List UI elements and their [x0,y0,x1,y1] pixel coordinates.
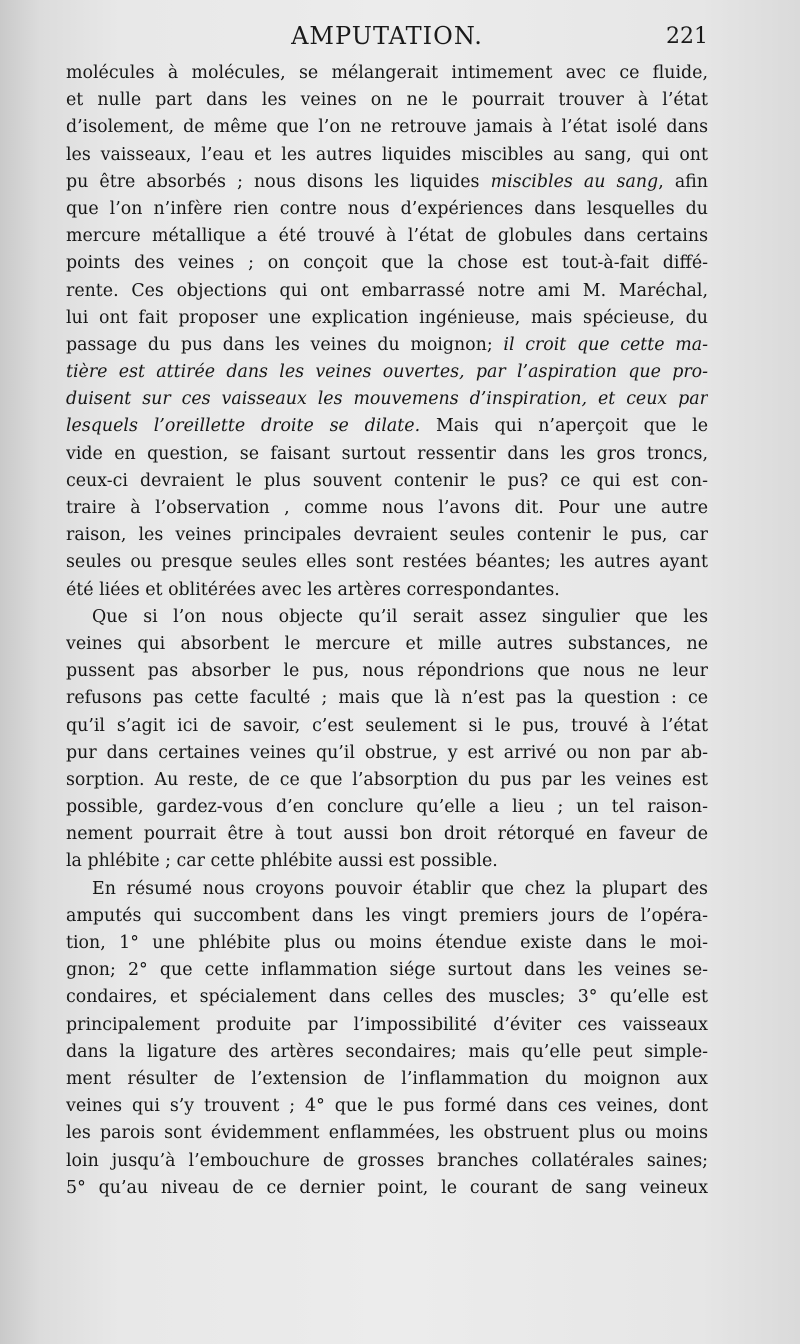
text-line: nement pourrait être à tout aussi bon droit rétorqué en faveur de [66,824,708,845]
text-line: amputés qui succombent dans les vingt premiers jours de l’opéra- [66,905,708,926]
text-line: vide en question, se faisant surtout ressentir dans les gros troncs, [66,443,708,464]
text-line: et nulle part dans les veines on ne le pourrait trouver à l’état [66,90,708,111]
text-line: pur dans certaines veines qu’il obstrue, y est arrivé ou non par ab- [66,742,708,763]
italic-phrase: lesquels l’oreillette droite se dilate. [66,416,421,437]
text-line [66,359,708,386]
text-segment: Mais qui n’aperçoit que le [435,416,708,437]
text-segment: , afin [658,171,708,192]
text-line: que l’on n’infère rien contre nous d’expériences dans lesquelles du [66,198,708,219]
page-bottom-margin [0,1230,800,1344]
text-line: Que si l’on nous objecte qu’il serait assez singulier que les [92,606,708,627]
text-line: ment résulter de l’extension de l’inflammation du moignon aux [66,1068,708,1089]
text-line: sorption. Au reste, de ce que l’absorption du pus par les veines est [66,769,708,790]
text-line [66,413,708,440]
text-line: ceux-ci devraient le plus souvent contenir le pus? ce qui est con- [66,470,708,491]
text-line: les parois sont évidemment enflammées, les obstruent plus ou moins [66,1123,708,1144]
text-line: les vaisseaux, l’eau et les autres liquides miscibles au sang, qui ont [66,144,708,165]
text-line: tion, 1° une phlébite plus ou moins étendue existe dans le moi- [66,933,708,953]
text-line: loin jusqu’à l’embouchure de grosses branches collatérales saines; [66,1150,708,1171]
text-line: pussent pas absorber le pus, nous répondrions que nous ne leur [66,661,708,682]
text-line: mercure métallique a été trouvé à l’état de globules dans certains [66,226,708,247]
text-line: 5° qu’au niveau de ce dernier point, le courant de sang veineux [66,1177,708,1198]
text-line: seules ou presque seules elles sont restées béantes; les autres ayant [66,552,708,573]
text-line: d’isolement, de même que l’on ne retrouve jamais à l’état isolé dans [66,117,708,138]
text-line: rente. Ces objections qui ont embarrassé notre ami M. Maréchal, [66,280,708,301]
text-line: la phlébite ; car cette phlébite aussi est possible. [66,851,498,872]
italic-phrase: il croit que cette ma- [503,334,708,355]
running-head: AMPUTATION. [291,22,483,50]
page-header [66,22,708,58]
text-line: gnon; 2° que cette inflammation siége surtout dans les veines se- [66,960,708,981]
text-line [66,332,708,359]
text-line: dans la ligature des artères secondaires; mais qu’elle peut simple- [66,1041,708,1062]
italic-phrase: duisent sur ces vaisseaux les mouvemens d’inspiration, et ceux par [66,389,708,410]
text-line: molécules à molécules, se mélangerait intimement avec ce fluide, [66,63,708,83]
body-text [66,60,708,1202]
text-line [66,169,708,196]
text-segment: passage du pus dans les veines du moignon; [66,334,493,355]
text-line: traire à l’observation , comme nous l’avons dit. Pour une autre [66,498,708,518]
text-line: raison, les veines principales devraient seules contenir le pus, car [66,525,708,546]
italic-phrase: tière est attirée dans les veines ouvertes, par l’aspiration que pro- [66,362,708,383]
text-line: veines qui absorbent le mercure et mille autres substances, ne [66,633,708,654]
text-line: condaires, et spécialement dans celles des muscles; 3° qu’elle est [66,987,708,1008]
text-line: veines qui s’y trouvent ; 4° que le pus formé dans ces veines, dont [66,1096,708,1117]
text-line: refusons pas cette faculté ; mais que là n’est pas la question : ce [66,688,708,709]
text-line: En résumé nous croyons pouvoir établir que chez la plupart des [92,878,708,899]
text-line: lui ont fait proposer une explication ingénieuse, mais spécieuse, du [66,307,708,328]
text-line: possible, gardez-vous d’en conclure qu’elle a lieu ; un tel raison- [66,797,708,818]
page-number: 221 [666,24,708,49]
text-line: principalement produite par l’impossibilité d’éviter ces vaisseaux [66,1014,708,1035]
text-line: qu’il s’agit ici de savoir, c’est seulement si le pus, trouvé à l’état [66,715,708,736]
text-line: été liées et oblitérées avec les artères correspondantes. [66,579,560,600]
text-line [66,386,708,413]
text-segment: pu être absorbés ; nous disons les liquides [66,171,480,192]
italic-phrase: miscibles au sang [490,171,659,192]
text-line: points des veines ; on conçoit que la chose est tout-à-fait diffé- [66,253,708,274]
